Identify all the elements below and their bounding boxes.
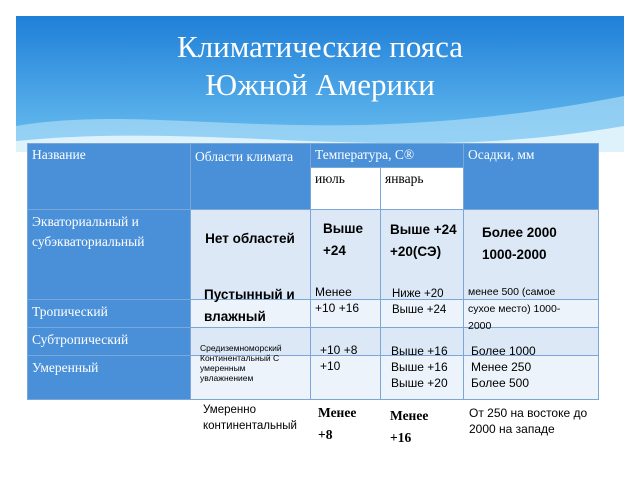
equatorial-precip: Более 2000 1000-2000: [482, 225, 557, 262]
header-regions: Области климата: [191, 144, 311, 210]
temperate-july: Менее +8: [318, 405, 357, 442]
temperate-precip: От 250 на востоке до 2000 на западе: [469, 406, 588, 436]
page-title: [16, 28, 624, 104]
title-line-2: Южной Америки: [205, 67, 435, 102]
subtropical-january: Выше +16 Выше +16 Выше +20: [391, 344, 448, 390]
zone-tropical: Тропический: [28, 300, 191, 328]
temperate-regions: Умеренно континентальный: [203, 404, 297, 432]
zone-temperate: Умеренный: [28, 356, 191, 400]
header-name: Название: [28, 144, 191, 210]
tropical-july: Менее +10 +16: [315, 285, 360, 315]
zone-subtropical: Субтропический: [28, 328, 191, 356]
tropical-january-1: Ниже +20: [392, 288, 444, 300]
header-july: июль: [311, 168, 381, 210]
tropical-precip: менее 500 (самое сухое место) 1000-2000: [468, 286, 561, 332]
zone-equatorial: Экваториальный и субэкваториальный: [28, 210, 191, 300]
header-temperature: Температура, С®: [311, 144, 464, 168]
temperate-january: Менее +16: [390, 408, 429, 445]
subtropical-july: +10 +8 +10: [320, 343, 358, 373]
equatorial-regions: Нет областей: [205, 231, 295, 246]
tropical-january-2: Выше +24: [392, 304, 447, 316]
tropical-regions: Пустынный и влажный: [204, 287, 295, 324]
subtropical-regions: Средиземноморский Континентальный С умеренным увлажнением: [200, 343, 282, 383]
subtropical-precip: Более 1000 Менее 250 Более 500: [471, 344, 536, 390]
header-precip: Осадки, мм: [464, 144, 599, 210]
header-january: январь: [381, 168, 464, 210]
equatorial-july: Выше +24: [323, 221, 364, 258]
equatorial-january: Выше +24 +20(СЭ): [390, 222, 457, 259]
title-line-1: Климатические пояса: [177, 29, 463, 64]
